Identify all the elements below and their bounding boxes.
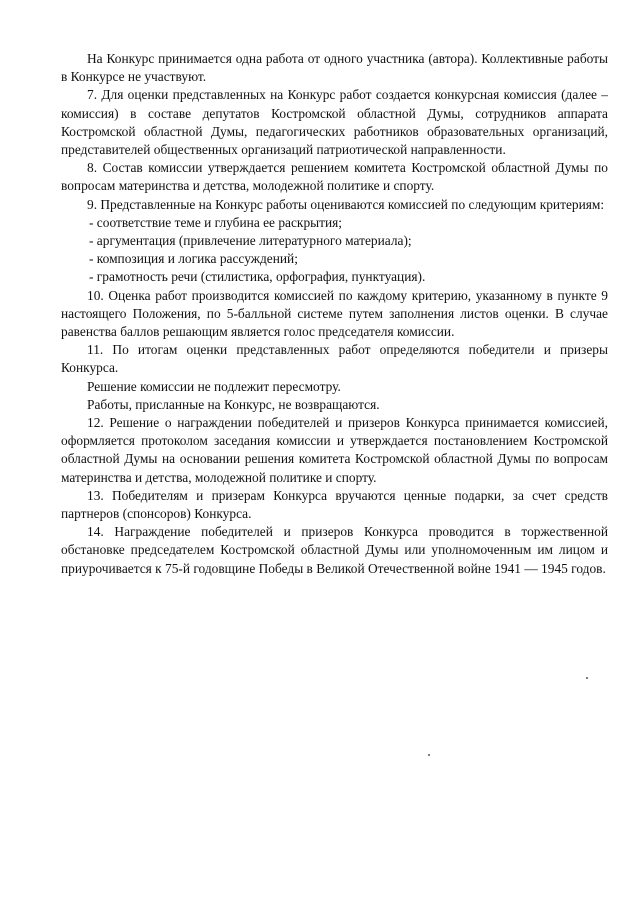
- paragraph-no-review: Решение комиссии не подлежит пересмотру.: [87, 378, 341, 394]
- criteria-list: [61, 214, 608, 287]
- criteria-item: - соответствие теме и глубина ее раскрытия;: [89, 214, 343, 230]
- paragraph-14-ceremony: 14. Награждение победителей и призеров Конкурса проводится в торжественной обстановке председателем Костромской областной Думы или уполномоченным им лицом и приурочивается к 75-й годовщине Победы в Великой Отечественной войне 1941 — 1945 годов.: [61, 524, 608, 576]
- paragraph-single-entry: На Конкурс принимается одна работа от одного участника (автора). Коллективные работы в Конкурсе не участвуют.: [61, 51, 608, 85]
- paragraph-8-composition: 8. Состав комиссии утверждается решением комитета Костромской областной Думы по вопросам материнства и детства, молодежной политике и спорту.: [61, 160, 608, 194]
- criteria-item: - композиция и логика рассуждений;: [89, 251, 298, 267]
- paragraph-9-criteria-intro: 9. Представленные на Конкурс работы оцениваются комиссией по следующим критериям:: [87, 196, 605, 212]
- document-body: [61, 50, 608, 578]
- scan-speck: [586, 677, 588, 679]
- criteria-item: - аргументация (привлечение литературного материала);: [89, 233, 412, 249]
- paragraph-10-evaluation: 10. Оценка работ производится комиссией по каждому критерию, указанному в пункте 9 настоящего Положения, по 5-балльной системе путем заполнения листов оценки. В случае равенства баллов решающим является голос председателя комиссии.: [61, 287, 608, 340]
- paragraph-11-results: 11. По итогам оценки представленных работ определяются победители и призеры Конкурса.: [61, 342, 608, 376]
- paragraph-12-award-decision: 12. Решение о награждении победителей и призеров Конкурса принимается комиссией, оформляется протоколом заседания комиссии и утверждается постановлением Костромской областной Думы на основании решения комитета Костромской областной Думы по вопросам материнства и детства, молодежной политике и спорту.: [61, 415, 608, 485]
- scan-speck: [428, 754, 430, 756]
- criteria-item: - грамотность речи (стилистика, орфография, пунктуация).: [89, 269, 426, 285]
- paragraph-13-prizes: 13. Победителям и призерам Конкурса вручаются ценные подарки, за счет средств партнеров (спонсоров) Конкурса.: [61, 487, 608, 522]
- paragraph-7-commission: 7. Для оценки представленных на Конкурс работ создается конкурсная комиссия (далее – комиссия) в составе депутатов Костромской областной Думы, сотрудников аппарата Костромской областной Думы, педагогических работников образовательных организаций, представителей общественных организаций патриотической направленности.: [61, 87, 608, 158]
- paragraph-not-returned: Работы, присланные на Конкурс, не возвращаются.: [87, 396, 380, 412]
